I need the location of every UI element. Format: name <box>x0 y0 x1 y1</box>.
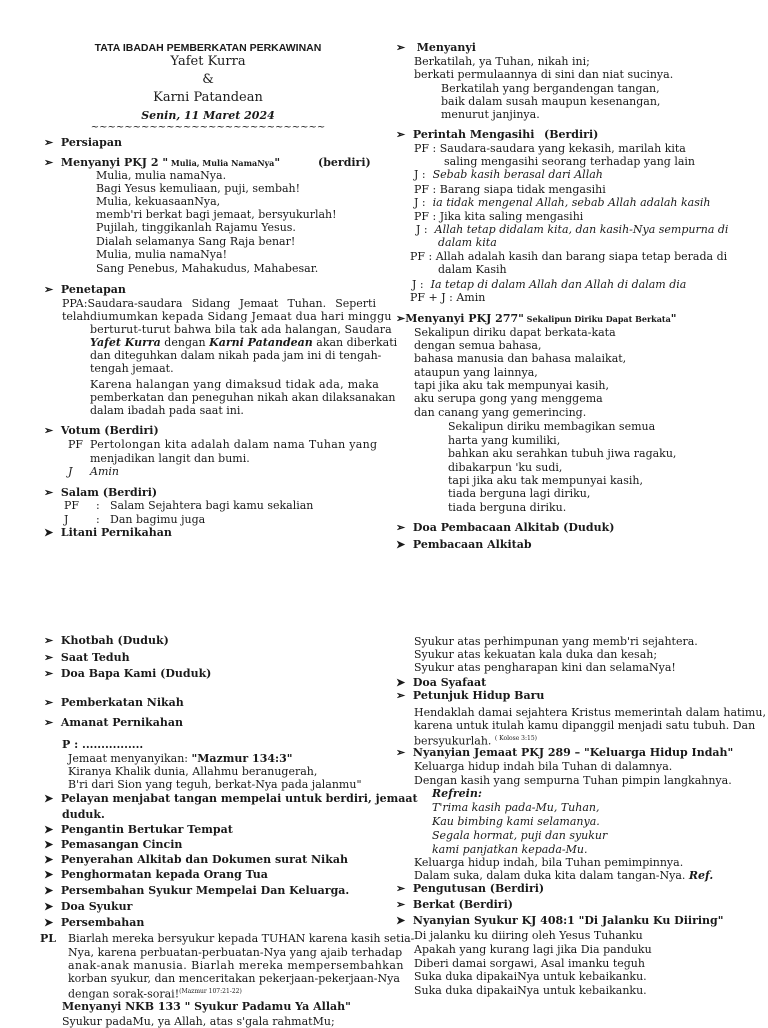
p-line: P : ................ <box>62 738 144 751</box>
kj408-line: Suka duka dipakaiNya untuk kebaikanku. <box>414 984 647 997</box>
perintah-line: PF : Saudara-saudara yang kekasih, marilah kita <box>414 142 686 155</box>
right-bottom-column <box>384 560 768 1024</box>
arrow-bullet-icon: ➢ <box>396 41 406 54</box>
perintah-line: PF + J : Amin <box>410 291 486 304</box>
section-doa-pembacaan: ➢ Doa Pembacaan Alkitab (Duduk) <box>396 521 615 534</box>
arrow-bullet-icon: ➢ <box>44 716 54 729</box>
section-khotbah: ➢ Khotbah (Duduk) <box>44 634 169 647</box>
ampersand: & <box>202 72 214 87</box>
perintah-line: dalam kita <box>438 236 497 249</box>
perintah-line: PF : Barang siapa tidak mengasihi <box>414 183 606 196</box>
pkj277-line: bahasa manusia dan bahasa malaikat, <box>414 352 627 365</box>
votum-pf-text: menjadikan langit dan bumi. <box>90 452 250 465</box>
pkj2-line: Mulia, mulia namaNya. <box>96 169 227 182</box>
right-top-column <box>384 0 768 560</box>
ppa-line: pemberkatan dan peneguhan nikah akan dilaksanakan <box>90 391 396 404</box>
arrow-bullet-icon: ➤ <box>44 900 54 913</box>
salam-j-text: Dan bagimu juga <box>110 513 206 526</box>
section-saat-teduh: ➢ Saat Teduh <box>44 651 130 664</box>
section-persembahan: ➤ Persembahan <box>44 916 145 929</box>
arrow-bullet-icon: ➤ <box>396 538 406 551</box>
menyanyi-line: baik dalam susah maupun kesenangan, <box>441 95 661 108</box>
refrein-line: Kau bimbing kami selamanya. <box>432 815 600 828</box>
pl-line: korban syukur, dan menceritakan pekerjaan-pekerjaan-Nya <box>68 972 400 985</box>
mazmur-line: B'ri dari Sion yang teguh, berkat-Nya pada jalanmu" <box>68 778 362 791</box>
arrow-bullet-icon: ➢ <box>44 667 54 680</box>
arrow-bullet-icon: ➤ <box>44 884 54 897</box>
pkj289-line: Dalam suka, dalam duka kita dalam tangan-Nya. Ref. <box>414 869 714 882</box>
pkj289-line: Dengan kasih yang sempurna Tuhan pimpin langkahnya. <box>414 774 732 787</box>
section-pelayan: ➤ Pelayan menjabat tangan mempelai untuk berdiri, jemaat <box>44 792 418 805</box>
pl-line: dengan sorak-sorai!$^{(Mazmur 107:21-22)}$ <box>68 987 242 1001</box>
arrow-bullet-icon: ➤ <box>44 838 54 851</box>
left-bottom-column <box>0 560 418 1028</box>
pkj2-line: memb'ri berkat bagi jemaat, bersyukurlah! <box>96 208 337 221</box>
pkj277-line: dibakarpun 'ku sudi, <box>448 461 563 474</box>
menyanyi-line: Berkatilah yang bergandengan tangan, <box>441 82 660 95</box>
section-penyerahan: ➤ Penyerahan Alkitab dan Dokumen surat Nikah <box>44 853 348 866</box>
section-penghormatan: ➤ Penghormatan kepada Orang Tua <box>44 868 268 881</box>
pkj277-line: Sekalipun diriku membagikan semua <box>448 420 656 433</box>
perintah-line: J : Allah tetap didalam kita, dan kasih-Nya sempurna di <box>416 223 729 236</box>
refrein-line: Segala hormat, puji dan syukur <box>432 829 608 842</box>
pkj2-line: Bagi Yesus kemuliaan, puji, sembah! <box>96 182 301 195</box>
pkj277-line: tiada berguna diriku. <box>448 501 567 514</box>
mazmur-line: Kiranya Khalik dunia, Allahmu beranugerah, <box>68 765 318 778</box>
menyanyi-line: Berkatilah, ya Tuhan, nikah ini; <box>414 55 590 68</box>
left-top-column <box>0 0 398 560</box>
salam-j-label: J <box>64 513 69 526</box>
arrow-bullet-icon: ➤ <box>396 914 406 927</box>
arrow-bullet-icon: ➢ <box>396 882 406 895</box>
section-persembahan-syukur: ➤ Persembahan Syukur Mempelai Dan Keluarga. <box>44 884 350 897</box>
perintah-line: saling mengasihi seorang terhadap yang lain <box>444 155 696 168</box>
pkj277-line: dan canang yang gemerincing. <box>414 406 587 419</box>
service-date: Senin, 11 Maret 2024 <box>141 109 275 122</box>
ppa-line: dan diteguhkan dalam nikah pada jam ini di tengah- <box>90 349 382 362</box>
arrow-bullet-icon: ➤ <box>396 676 406 689</box>
pkj2-line: Mulia, mulia namaNya! <box>96 248 227 261</box>
arrow-bullet-icon: ➤ <box>44 792 54 805</box>
perintah-line: J : Sebab kasih berasal dari Allah <box>414 168 603 181</box>
arrow-bullet-icon: ➤ <box>44 916 54 929</box>
pkj277-line: tapi jika aku tak mempunyai kasih, <box>448 474 643 487</box>
pkj2-line: Sang Penebus, Mahakudus, Mahabesar. <box>96 262 319 275</box>
arrow-bullet-icon: ➢ <box>44 651 54 664</box>
votum-pf-label: PF <box>68 438 84 451</box>
jemaat-line: Jemaat menyanyikan: "Mazmur 134:3" <box>68 752 293 765</box>
section-penetapan: ➢ Penetapan <box>44 283 126 296</box>
section-doa-syukur: ➤ Doa Syukur <box>44 900 133 913</box>
section-persiapan: ➢ Persiapan <box>44 136 122 149</box>
arrow-bullet-icon: ➢ <box>396 689 406 702</box>
salam-pf-text: Salam Sejahtera bagi kamu sekalian <box>110 499 314 512</box>
pkj277-line: dengan semua bahasa, <box>414 339 542 352</box>
ppa-line: tengah jemaat. <box>90 362 174 375</box>
pl-label: PL <box>40 932 57 945</box>
kj408-line: Diberi damai sorgawi, Asal imanku teguh <box>414 957 645 970</box>
pkj2-line: Dialah selamanya Sang Raja benar! <box>96 235 296 248</box>
section-pkj2: ➢ Menyanyi PKJ 2 " Mulia, Mulia NamaNya" <box>44 156 281 169</box>
kj408-line: Apakah yang kurang lagi jika Dia panduku <box>414 943 652 956</box>
section-kj408: ➤ Nyanyian Syukur KJ 408:1 "Di Jalanku Ku Diiring" <box>396 914 724 927</box>
ppa-line: diumumkan kepada Sidang Jemaat dua hari minggu <box>90 310 392 323</box>
pelayan-line: duduk. <box>62 808 105 821</box>
section-menyanyi: ➢ Menyanyi <box>396 41 476 54</box>
arrow-bullet-icon: ➤ <box>44 526 54 539</box>
pkj2-line: Pujilah, tinggikanlah Rajamu Yesus. <box>96 221 296 234</box>
bride-name: Karni Patandean <box>153 90 263 105</box>
pkj277-line: bahkan aku serahkan tubuh jiwa ragaku, <box>448 447 677 460</box>
refrein-line: kami panjatkan kepada-Mu. <box>432 843 588 856</box>
salam-pf-label: PF <box>64 499 80 512</box>
section-cincin: ➤ Pemasangan Cincin <box>44 838 183 851</box>
menyanyi-line: menurut janjinya. <box>441 108 540 121</box>
pl-line: Biarlah mereka bersyukur kepada TUHAN karena kasih setia- <box>68 932 415 945</box>
section-berkat: ➢ Berkat (Berdiri) <box>396 898 513 911</box>
pkj277-line: Sekalipun diriku dapat berkata-kata <box>414 326 616 339</box>
doc-heading: TATA IBADAH PEMBERKATAN PERKAWINAN <box>94 42 322 54</box>
arrow-bullet-icon: ➢ <box>44 424 54 437</box>
arrow-bullet-icon: ➢ <box>396 746 406 759</box>
salam-colon: : <box>96 513 100 526</box>
pkj289-line: Keluarga hidup indah bila Tuhan di dalamnya. <box>414 760 673 773</box>
arrow-bullet-icon: ➢ <box>396 312 406 325</box>
arrow-bullet-icon: ➢ <box>396 128 406 141</box>
pkj277-line: harta yang kumiliki, <box>448 434 561 447</box>
section-pkj277: ➢Menyanyi PKJ 277" Sekalipun Diriku Dapat Berkata" <box>396 312 677 325</box>
arrow-bullet-icon: ➢ <box>44 136 54 149</box>
arrow-bullet-icon: ➢ <box>44 156 54 169</box>
perintah-line: PF : Allah adalah kasih dan barang siapa tetap berada di <box>410 250 728 263</box>
votum-j-label: J <box>68 465 73 478</box>
ppa-line: berturut-turut bahwa bila tak ada halangan, Saudara <box>90 323 392 336</box>
pkj277-line: ataupun yang lainnya, <box>414 366 538 379</box>
arrow-bullet-icon: ➢ <box>44 634 54 647</box>
kj408-line: Suka duka dipakaiNya untuk kebaikanku. <box>414 970 647 983</box>
salam-colon: : <box>96 499 100 512</box>
kj408-line: Di jalanku ku diiring oleh Yesus Tuhanku <box>414 929 643 942</box>
nkb133-line: Syukur padaMu, ya Allah, atas s'gala rahmatMu; <box>62 1015 335 1028</box>
petunjuk-line: Hendaklah damai sejahtera Kristus memerintah dalam hatimu, <box>414 706 766 719</box>
votum-amin: Amin <box>90 465 119 478</box>
section-petunjuk: ➢ Petunjuk Hidup Baru <box>396 689 545 702</box>
section-pengutusan: ➢ Pengutusan (Berdiri) <box>396 882 545 895</box>
section-votum: ➢ Votum (Berdiri) <box>44 424 159 437</box>
pkj2-berdiri: (berdiri) <box>318 156 371 169</box>
perintah-line: J : ia tidak mengenal Allah, sebab Allah adalah kasih <box>414 196 711 209</box>
section-doa-syafaat: ➤ Doa Syafaat <box>396 676 487 689</box>
arrow-bullet-icon: ➤ <box>44 868 54 881</box>
perintah-berdiri: (Berdiri) <box>544 128 599 141</box>
pkj277-line: tapi jika aku tak mempunyai kasih, <box>414 379 609 392</box>
ppa-line: Yafet Kurra dengan Karni Patandean akan diberkati <box>90 336 398 349</box>
pkj289-line: Keluarga hidup indah, bila Tuhan pemimpinnya. <box>414 856 684 869</box>
menyanyi-line: berkati permulaannya di sini dan niat sucinya. <box>414 68 674 81</box>
perintah-line: dalam Kasih <box>438 263 507 276</box>
refrein-line: T'rima kasih pada-Mu, Tuhan, <box>432 801 600 814</box>
perintah-line: PF : Jika kita saling mengasihi <box>414 210 584 223</box>
votum-pf-text: Pertolongan kita adalah dalam nama Tuhan yang <box>90 438 378 451</box>
perintah-line: J : Ia tetap di dalam Allah dan Allah di dalam dia <box>412 278 687 291</box>
section-pembacaan: ➤ Pembacaan Alkitab <box>396 538 532 551</box>
arrow-bullet-icon: ➢ <box>44 696 54 709</box>
arrow-bullet-icon: ➢ <box>396 898 406 911</box>
syukur-line: Syukur atas perhimpunan yang memb'ri sejahtera. <box>414 635 698 648</box>
pkj277-line: aku serupa gong yang menggema <box>414 392 603 405</box>
arrow-bullet-icon: ➤ <box>44 823 54 836</box>
ppa-line: PPA:Saudara-saudara Sidang Jemaat Tuhan. Seperti telah <box>62 297 376 324</box>
section-perintah: ➢ Perintah Mengasihi <box>396 128 535 141</box>
pkj2-line: Mulia, kekuasaanNya, <box>96 195 221 208</box>
nkb133-title: Menyanyi NKB 133 " Syukur Padamu Ya Allah" <box>62 1000 351 1013</box>
section-amanat: ➢ Amanat Pernikahan <box>44 716 184 729</box>
arrow-bullet-icon: ➤ <box>44 853 54 866</box>
pl-line: Nya, karena perbuatan-perbuatan-Nya yang ajaib terhadap <box>68 946 403 959</box>
ppa-line: dalam ibadah pada saat ini. <box>90 404 244 417</box>
section-salam: ➢ Salam (Berdiri) <box>44 486 158 499</box>
arrow-bullet-icon: ➢ <box>44 283 54 296</box>
refrein-label: Refrein: <box>432 787 482 800</box>
section-doa-bapa: ➢ Doa Bapa Kami (Duduk) <box>44 667 212 680</box>
section-litani: ➤ Litani Pernikahan <box>44 526 172 539</box>
petunjuk-line: karena untuk itulah kamu dipanggil menjadi satu tubuh. Dan <box>414 719 756 732</box>
section-pemberkatan: ➢ Pemberkatan Nikah <box>44 696 184 709</box>
pl-line: anak-anak manusia. Biarlah mereka mempersembahkan <box>68 959 404 972</box>
arrow-bullet-icon: ➢ <box>44 486 54 499</box>
tilde-divider: ~~~~~~~~~~~~~~~~~~~~~~~~~~~~ <box>90 122 326 133</box>
section-pkj289: ➢ Nyanyian Jemaat PKJ 289 – "Keluarga Hidup Indah" <box>396 746 734 759</box>
groom-name: Yafet Kurra <box>170 54 246 69</box>
ppa-line: Karena halangan yang dimaksud tidak ada, maka <box>90 378 380 391</box>
pkj277-line: tiada berguna lagi diriku, <box>448 487 591 500</box>
section-bertukar: ➤ Pengantin Bertukar Tempat <box>44 823 233 836</box>
arrow-bullet-icon: ➢ <box>396 521 406 534</box>
petunjuk-line: bersyukurlah. $^{( Kolose 3:15)}$ <box>414 734 537 748</box>
syukur-line: Syukur atas pengharapan kini dan selamaNya! <box>414 661 676 674</box>
syukur-line: Syukur atas kekuatan kala duka dan kesah; <box>414 648 658 661</box>
